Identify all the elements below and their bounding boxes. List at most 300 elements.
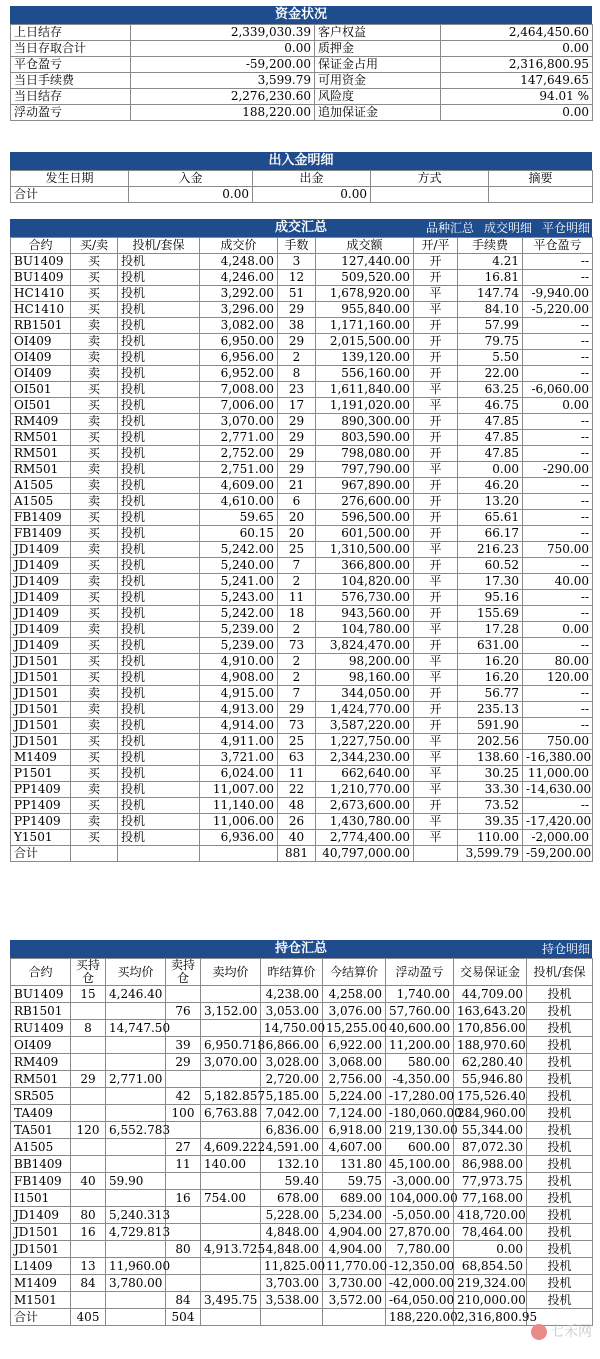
table-cell: 11,000.00 <box>523 766 593 782</box>
table-cell: 3,495.75 <box>201 1292 261 1309</box>
table-cell: RM501 <box>11 446 71 462</box>
table-cell: 6,836.00 <box>261 1122 323 1139</box>
table-cell: 买 <box>71 270 118 286</box>
table-cell: 366,800.00 <box>316 558 414 574</box>
table-cell: 投机 <box>118 734 200 750</box>
table-cell: 11,960.00 <box>106 1258 166 1275</box>
column-header: 买/卖 <box>71 238 118 254</box>
total-cell: 881 <box>278 846 316 862</box>
funds-title-bar <box>10 6 592 24</box>
table-cell: -- <box>523 590 593 606</box>
table-cell: -- <box>523 558 593 574</box>
table-cell: 投机 <box>527 1020 593 1037</box>
total-cell <box>261 1309 323 1326</box>
table-cell: 5,185.00 <box>261 1088 323 1105</box>
table-row <box>11 526 593 542</box>
table-cell <box>106 1241 166 1258</box>
table-cell: 2,771.00 <box>200 430 278 446</box>
funds-table <box>10 24 593 121</box>
table-cell: 48 <box>278 798 316 814</box>
table-cell: 卖 <box>71 702 118 718</box>
funds-value: 188,220.00 <box>131 105 315 121</box>
table-cell: 29 <box>166 1054 201 1071</box>
table-cell <box>71 1054 106 1071</box>
table-cell: 投机 <box>527 1071 593 1088</box>
table-cell: RB1501 <box>11 1003 71 1020</box>
table-cell: 11 <box>278 766 316 782</box>
table-cell: 开 <box>414 718 458 734</box>
table-cell: 投机 <box>118 542 200 558</box>
table-row <box>11 1190 593 1207</box>
table-cell: 16.20 <box>458 654 523 670</box>
funds-label: 追加保证金 <box>315 105 441 121</box>
table-cell: 56.77 <box>458 686 523 702</box>
table-cell: OI409 <box>11 334 71 350</box>
total-cell: 2,316,800.95 <box>454 1309 527 1326</box>
table-cell: 25 <box>278 542 316 558</box>
table-cell: 开 <box>414 494 458 510</box>
table-cell: 47.85 <box>458 446 523 462</box>
table-cell: A1505 <box>11 1139 71 1156</box>
table-cell: 2,673,600.00 <box>316 798 414 814</box>
positions-title: 持仓汇总 <box>274 941 327 956</box>
total-cell: 188,220.00 <box>386 1309 454 1326</box>
table-cell: 59.90 <box>106 1173 166 1190</box>
table-cell: JD1501 <box>11 718 71 734</box>
table-cell: 3,824,470.00 <box>316 638 414 654</box>
table-cell: 86,988.00 <box>454 1156 527 1173</box>
inout-title: 出入金明细 <box>268 153 334 168</box>
table-row <box>11 1003 593 1020</box>
table-cell: -- <box>523 510 593 526</box>
table-cell: 7 <box>278 686 316 702</box>
section-link[interactable]: 成交明细 <box>483 221 532 235</box>
table-cell: 投机 <box>527 1173 593 1190</box>
table-cell <box>166 1122 201 1139</box>
table-cell: -17,280.00 <box>386 1088 454 1105</box>
table-cell: 0.00 <box>454 1241 527 1258</box>
table-cell: 3,730.00 <box>323 1275 386 1292</box>
table-row <box>11 558 593 574</box>
table-cell: 买 <box>71 254 118 270</box>
table-cell: 7,008.00 <box>200 382 278 398</box>
table-cell: 2,752.00 <box>200 446 278 462</box>
inout-section <box>10 152 592 203</box>
table-cell: 投机 <box>527 1003 593 1020</box>
table-row <box>11 270 593 286</box>
watermark-text: 七禾网 <box>550 1324 592 1340</box>
table-cell: 投机 <box>118 718 200 734</box>
table-cell: 投机 <box>527 1054 593 1071</box>
table-cell: 11,140.00 <box>200 798 278 814</box>
table-cell: 6,763.88 <box>201 1105 261 1122</box>
column-header: 今结算价 <box>323 959 386 986</box>
table-row <box>11 814 593 830</box>
table-row <box>11 798 593 814</box>
table-cell: 1,678,920.00 <box>316 286 414 302</box>
table-cell: 投机 <box>118 398 200 414</box>
table-cell <box>201 1258 261 1275</box>
table-row <box>11 446 593 462</box>
table-cell <box>201 1071 261 1088</box>
table-cell: -- <box>523 366 593 382</box>
table-cell <box>106 1105 166 1122</box>
table-cell: 卖 <box>71 462 118 478</box>
table-row <box>11 1071 593 1088</box>
table-cell: 投机 <box>118 270 200 286</box>
table-cell: 卖 <box>71 494 118 510</box>
trades-title: 成交汇总 <box>274 220 327 235</box>
table-cell: 38 <box>278 318 316 334</box>
table-cell: 投机 <box>118 654 200 670</box>
table-cell: 投机 <box>118 334 200 350</box>
table-cell: -- <box>523 686 593 702</box>
table-cell: -- <box>523 430 593 446</box>
table-cell: 73 <box>278 718 316 734</box>
table-cell: 开 <box>414 606 458 622</box>
table-cell: 2,771.00 <box>106 1071 166 1088</box>
table-cell: JD1501 <box>11 654 71 670</box>
table-cell: 2,756.00 <box>323 1071 386 1088</box>
table-cell: JD1501 <box>11 686 71 702</box>
table-cell: 202.56 <box>458 734 523 750</box>
table-cell: HC1410 <box>11 286 71 302</box>
table-cell: 买 <box>71 510 118 526</box>
table-cell: 27,870.00 <box>386 1224 454 1241</box>
table-cell: 7,042.00 <box>261 1105 323 1122</box>
table-cell: 29 <box>278 430 316 446</box>
funds-value: 0.00 <box>131 41 315 57</box>
table-cell: 139,120.00 <box>316 350 414 366</box>
table-cell: 219,130.00 <box>386 1122 454 1139</box>
table-cell: RB1501 <box>11 318 71 334</box>
table-cell: PP1409 <box>11 814 71 830</box>
table-cell: 11 <box>166 1156 201 1173</box>
table-cell: 77,168.00 <box>454 1190 527 1207</box>
table-cell: 68,854.50 <box>454 1258 527 1275</box>
table-cell: JD1409 <box>11 574 71 590</box>
table-row <box>11 766 593 782</box>
table-cell: 4,610.00 <box>200 494 278 510</box>
column-header: 昨结算价 <box>261 959 323 986</box>
table-cell: JD1501 <box>11 1224 71 1241</box>
table-cell: 5,240.00 <box>200 558 278 574</box>
table-cell: RM501 <box>11 462 71 478</box>
table-cell: PP1409 <box>11 782 71 798</box>
table-cell: 47.85 <box>458 430 523 446</box>
table-cell: 开 <box>414 430 458 446</box>
table-cell: 55,344.00 <box>454 1122 527 1139</box>
table-cell: -9,940.00 <box>523 286 593 302</box>
table-cell: 20 <box>278 510 316 526</box>
table-cell: 6 <box>278 494 316 510</box>
table-cell: 100 <box>166 1105 201 1122</box>
funds-value: 2,464,450.60 <box>441 25 593 41</box>
table-cell <box>166 1173 201 1190</box>
table-cell <box>71 1037 106 1054</box>
table-cell: BU1409 <box>11 254 71 270</box>
table-cell: 631.00 <box>458 638 523 654</box>
funds-label: 客户权益 <box>315 25 441 41</box>
table-cell: 1,210,770.00 <box>316 782 414 798</box>
table-cell: 6,922.00 <box>323 1037 386 1054</box>
table-cell: 78,464.00 <box>454 1224 527 1241</box>
table-row <box>11 430 593 446</box>
table-cell: 投机 <box>118 318 200 334</box>
positions-table <box>10 958 593 1326</box>
table-cell: 投机 <box>527 1139 593 1156</box>
table-cell: 754.00 <box>201 1190 261 1207</box>
table-cell: -- <box>523 270 593 286</box>
funds-label: 当日结存 <box>11 89 131 105</box>
column-header: 卖均价 <box>201 959 261 986</box>
table-cell <box>201 1207 261 1224</box>
table-cell: 45,100.00 <box>386 1156 454 1173</box>
table-cell: HC1410 <box>11 302 71 318</box>
table-cell: 开 <box>414 350 458 366</box>
column-header: 浮动盈亏 <box>386 959 454 986</box>
funds-title: 资金状况 <box>274 7 327 22</box>
table-cell: 3,572.00 <box>323 1292 386 1309</box>
table-cell: JD1501 <box>11 702 71 718</box>
table-cell: 平 <box>414 814 458 830</box>
table-row <box>11 350 593 366</box>
table-cell: 1,740.00 <box>386 986 454 1003</box>
table-cell: 59.75 <box>323 1173 386 1190</box>
table-row <box>11 686 593 702</box>
table-cell: 3,082.00 <box>200 318 278 334</box>
table-cell: 4.21 <box>458 254 523 270</box>
table-cell <box>106 1088 166 1105</box>
table-cell: 132.10 <box>261 1156 323 1173</box>
table-cell <box>201 1275 261 1292</box>
table-cell: 13 <box>71 1258 106 1275</box>
funds-label: 可用资金 <box>315 73 441 89</box>
funds-label: 浮动盈亏 <box>11 105 131 121</box>
table-row <box>11 318 593 334</box>
total-cell <box>106 1309 166 1326</box>
table-cell: 平 <box>414 830 458 846</box>
table-cell: 15,255.00 <box>323 1020 386 1037</box>
table-cell: 2,344,230.00 <box>316 750 414 766</box>
table-cell: 104,780.00 <box>316 622 414 638</box>
total-cell <box>371 187 489 203</box>
table-cell: TA501 <box>11 1122 71 1139</box>
table-cell: 投机 <box>118 286 200 302</box>
table-cell: -- <box>523 606 593 622</box>
table-row <box>11 702 593 718</box>
table-row <box>11 366 593 382</box>
table-cell: 投机 <box>118 462 200 478</box>
table-cell: 175,526.40 <box>454 1088 527 1105</box>
table-cell: 平 <box>414 398 458 414</box>
table-cell: 11,770.00 <box>323 1258 386 1275</box>
funds-row <box>11 105 593 121</box>
funds-label: 平仓盈亏 <box>11 57 131 73</box>
table-cell: 投机 <box>527 1088 593 1105</box>
table-cell: 4,848.00 <box>261 1224 323 1241</box>
table-cell: -16,380.00 <box>523 750 593 766</box>
table-cell <box>106 1139 166 1156</box>
table-cell: 344,050.00 <box>316 686 414 702</box>
table-cell: 平 <box>414 782 458 798</box>
table-cell: 29 <box>278 702 316 718</box>
table-cell: 4,248.00 <box>200 254 278 270</box>
table-cell: 2,015,500.00 <box>316 334 414 350</box>
table-cell: 63.25 <box>458 382 523 398</box>
table-cell: 4,607.00 <box>323 1139 386 1156</box>
table-cell <box>106 1003 166 1020</box>
table-cell <box>71 1241 106 1258</box>
table-cell: 1,171,160.00 <box>316 318 414 334</box>
table-cell: 投机 <box>118 798 200 814</box>
table-cell: 33.30 <box>458 782 523 798</box>
table-cell: 6,950.718 <box>201 1037 261 1054</box>
table-cell <box>71 1292 106 1309</box>
table-cell: 600.00 <box>386 1139 454 1156</box>
table-cell: 买 <box>71 766 118 782</box>
table-cell: 62,280.40 <box>454 1054 527 1071</box>
table-cell: -12,350.00 <box>386 1258 454 1275</box>
section-link[interactable]: 品种汇总 <box>425 221 474 235</box>
table-cell: 12 <box>278 270 316 286</box>
table-cell: 买 <box>71 606 118 622</box>
total-cell <box>71 846 118 862</box>
table-cell: 买 <box>71 286 118 302</box>
section-link[interactable]: 平仓明细 <box>541 221 590 235</box>
table-cell: 4,609.222 <box>201 1139 261 1156</box>
table-cell: 卖 <box>71 718 118 734</box>
table-cell: 投机 <box>118 302 200 318</box>
funds-value: 3,599.79 <box>131 73 315 89</box>
table-cell: 16 <box>166 1190 201 1207</box>
table-cell: 投机 <box>527 1241 593 1258</box>
table-cell <box>166 1224 201 1241</box>
table-cell: 买 <box>71 382 118 398</box>
table-cell: 投机 <box>118 830 200 846</box>
table-cell: 40 <box>71 1173 106 1190</box>
funds-label: 保证金占用 <box>315 57 441 73</box>
table-row <box>11 782 593 798</box>
table-cell <box>71 1003 106 1020</box>
table-cell: 80 <box>166 1241 201 1258</box>
table-row <box>11 302 593 318</box>
total-cell: 504 <box>166 1309 201 1326</box>
table-cell: 20 <box>278 526 316 542</box>
table-cell <box>106 1292 166 1309</box>
funds-label: 当日存取合计 <box>11 41 131 57</box>
table-cell: -6,060.00 <box>523 382 593 398</box>
section-link[interactable]: 持仓明细 <box>541 942 590 956</box>
table-cell <box>201 1173 261 1190</box>
table-cell: 7,124.00 <box>323 1105 386 1122</box>
table-cell: 投机 <box>118 638 200 654</box>
table-cell: JD1409 <box>11 590 71 606</box>
table-cell: 59.65 <box>200 510 278 526</box>
table-cell: 1,191,020.00 <box>316 398 414 414</box>
table-cell: 0.00 <box>458 462 523 478</box>
table-cell: RM409 <box>11 1054 71 1071</box>
table-cell: 3,152.00 <box>201 1003 261 1020</box>
table-cell: 投机 <box>118 686 200 702</box>
table-cell <box>166 1258 201 1275</box>
table-cell: 卖 <box>71 478 118 494</box>
table-row <box>11 1139 593 1156</box>
table-cell: JD1501 <box>11 734 71 750</box>
table-cell: 42 <box>166 1088 201 1105</box>
table-cell: 16 <box>71 1224 106 1241</box>
table-cell: 5,228.00 <box>261 1207 323 1224</box>
table-cell <box>166 1020 201 1037</box>
table-cell: A1505 <box>11 494 71 510</box>
table-cell: 750.00 <box>523 734 593 750</box>
table-cell: 卖 <box>71 334 118 350</box>
table-cell: -- <box>523 478 593 494</box>
table-cell: 平 <box>414 766 458 782</box>
table-cell: 84 <box>166 1292 201 1309</box>
table-cell: 51 <box>278 286 316 302</box>
table-cell: 21 <box>278 478 316 494</box>
table-cell: 46.75 <box>458 398 523 414</box>
table-cell: M1409 <box>11 750 71 766</box>
table-cell <box>71 1139 106 1156</box>
table-cell: JD1409 <box>11 638 71 654</box>
table-cell: 平 <box>414 670 458 686</box>
table-cell: 投机 <box>118 350 200 366</box>
table-cell: BB1409 <box>11 1156 71 1173</box>
table-cell: 4,246.00 <box>200 270 278 286</box>
inout-header-row <box>11 171 593 187</box>
table-cell: 16.20 <box>458 670 523 686</box>
table-cell: 买 <box>71 430 118 446</box>
table-cell: 投机 <box>118 574 200 590</box>
table-cell: 284,960.00 <box>454 1105 527 1122</box>
table-cell: 163,643.20 <box>454 1003 527 1020</box>
table-cell: 开 <box>414 270 458 286</box>
table-row <box>11 1207 593 1224</box>
table-cell: 开 <box>414 526 458 542</box>
table-row <box>11 414 593 430</box>
table-cell: 601,500.00 <box>316 526 414 542</box>
table-cell: 卖 <box>71 542 118 558</box>
table-cell: 卖 <box>71 574 118 590</box>
table-cell: FB1409 <box>11 526 71 542</box>
table-cell: 29 <box>71 1071 106 1088</box>
table-cell: 576,730.00 <box>316 590 414 606</box>
table-cell: 卖 <box>71 782 118 798</box>
table-cell: 开 <box>414 446 458 462</box>
table-cell: 84 <box>71 1275 106 1292</box>
table-cell: -64,050.00 <box>386 1292 454 1309</box>
table-cell: 卖 <box>71 814 118 830</box>
table-cell <box>106 1054 166 1071</box>
table-cell: 3 <box>278 254 316 270</box>
table-cell: 6,952.00 <box>200 366 278 382</box>
table-cell: 55,946.80 <box>454 1071 527 1088</box>
table-cell: 5,182.857 <box>201 1088 261 1105</box>
table-cell: JD1409 <box>11 542 71 558</box>
table-cell: 4,913.725 <box>201 1241 261 1258</box>
table-cell: BU1409 <box>11 986 71 1003</box>
total-cell: -59,200.00 <box>523 846 593 862</box>
table-cell: 120.00 <box>523 670 593 686</box>
table-cell: OI409 <box>11 350 71 366</box>
table-cell: 开 <box>414 254 458 270</box>
inout-total-row <box>11 187 593 203</box>
funds-row <box>11 41 593 57</box>
table-cell: 4,729.813 <box>106 1224 166 1241</box>
table-cell: 955,840.00 <box>316 302 414 318</box>
